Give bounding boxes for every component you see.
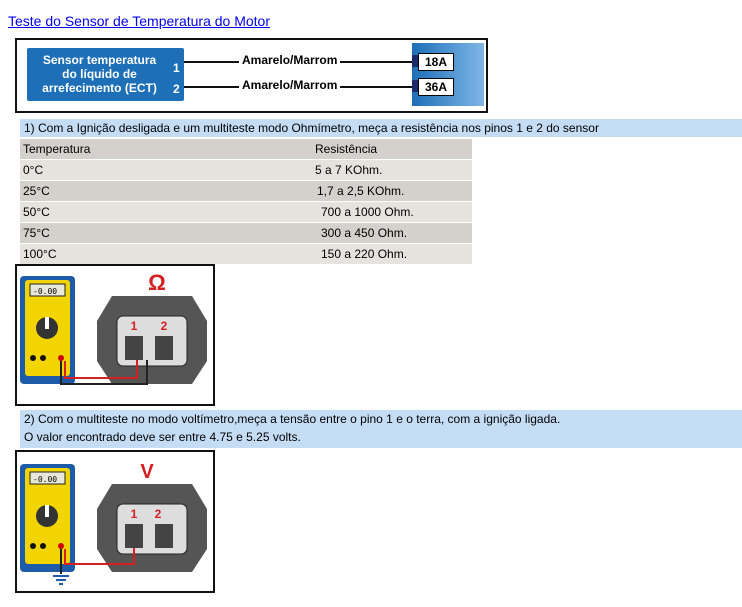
header-resistance: Resistência [315,139,472,160]
step-1-text: 1) Com a Ignição desligada e um multiteste modo Ohmímetro, meça a resistência nos pinos 1 e 2 do sensor [24,121,599,135]
probe-jack-1 [30,355,36,361]
header-temperature: Temperatura [20,139,315,160]
connector-pin-1 [125,336,143,360]
connector-pin-2 [155,524,173,548]
ohm-symbol: Ω [148,270,166,295]
temperature-cell: 100°C [20,244,315,265]
dial-pointer [45,505,49,517]
ecu-pin-36a: 36A [418,78,454,96]
resistance-cell: 300 a 450 Ohm. [315,223,472,244]
instruction-step-1 [20,119,742,137]
probe-jack-2 [40,355,46,361]
ohmmeter-figure [15,264,215,406]
resistance-cell: 150 a 220 Ohm. [315,244,472,265]
volt-symbol: V [140,461,154,483]
page-title-link[interactable]: Teste do Sensor de Temperatura do Motor [8,13,271,29]
table-row [20,223,472,244]
pin-2-label: 2 [154,507,162,521]
probe-jack-3 [58,355,64,361]
sensor-pin-1: 1 [173,61,180,75]
ecu-connector [412,43,484,106]
pin-1-label: 1 [130,319,138,333]
sensor-block [27,48,184,101]
table-row [20,244,472,265]
connector-pin-1 [125,524,143,548]
probe-jack-1 [30,543,36,549]
ecu-pin-18a: 18A [418,53,454,71]
sensor-label-line3: arrefecimento (ECT) [42,81,157,95]
voltmeter-figure [15,450,215,593]
probe-jack-2 [40,543,46,549]
temperature-cell: 75°C [20,223,315,244]
ohmmeter-illustration [17,266,213,404]
temperature-cell: 25°C [20,181,315,202]
table-row [20,202,472,223]
wiring-diagram [15,38,488,113]
table-row [20,181,472,202]
resistance-table [20,139,472,265]
probe-jack-3 [58,543,64,549]
resistance-cell: 5 a 7 KOhm. [315,160,472,181]
pin-1-label: 1 [130,507,138,521]
sensor-label-line1: Sensor temperatura [42,53,157,67]
sensor-pin-2: 2 [173,82,180,96]
table-header-row [20,139,472,160]
multimeter-display: -0.00 [33,475,58,484]
sensor-label-line2: do líquido de [62,67,137,81]
ground-icon [53,576,69,584]
step-2-line-1: 2) Com o multiteste no modo voltímetro,meça a tensão entre o pino 1 e o terra, com a ignição ligada. [24,412,561,426]
dial-pointer [45,317,49,329]
temperature-cell: 50°C [20,202,315,223]
step-2-line-2: O valor encontrado deve ser entre 4.75 e 5.25 volts. [24,430,301,444]
multimeter-display: -0.00 [33,287,58,296]
resistance-cell: 700 a 1000 Ohm. [315,202,472,223]
resistance-cell: 1,7 a 2,5 KOhm. [315,181,472,202]
wire-2-label: Amarelo/Marrom [239,78,340,92]
wire-1-label: Amarelo/Marrom [239,53,340,67]
table-row [20,160,472,181]
pin-2-label: 2 [160,319,168,333]
voltmeter-illustration [17,452,213,591]
connector-pin-2 [155,336,173,360]
instruction-step-2 [20,410,742,448]
temperature-cell: 0°C [20,160,315,181]
